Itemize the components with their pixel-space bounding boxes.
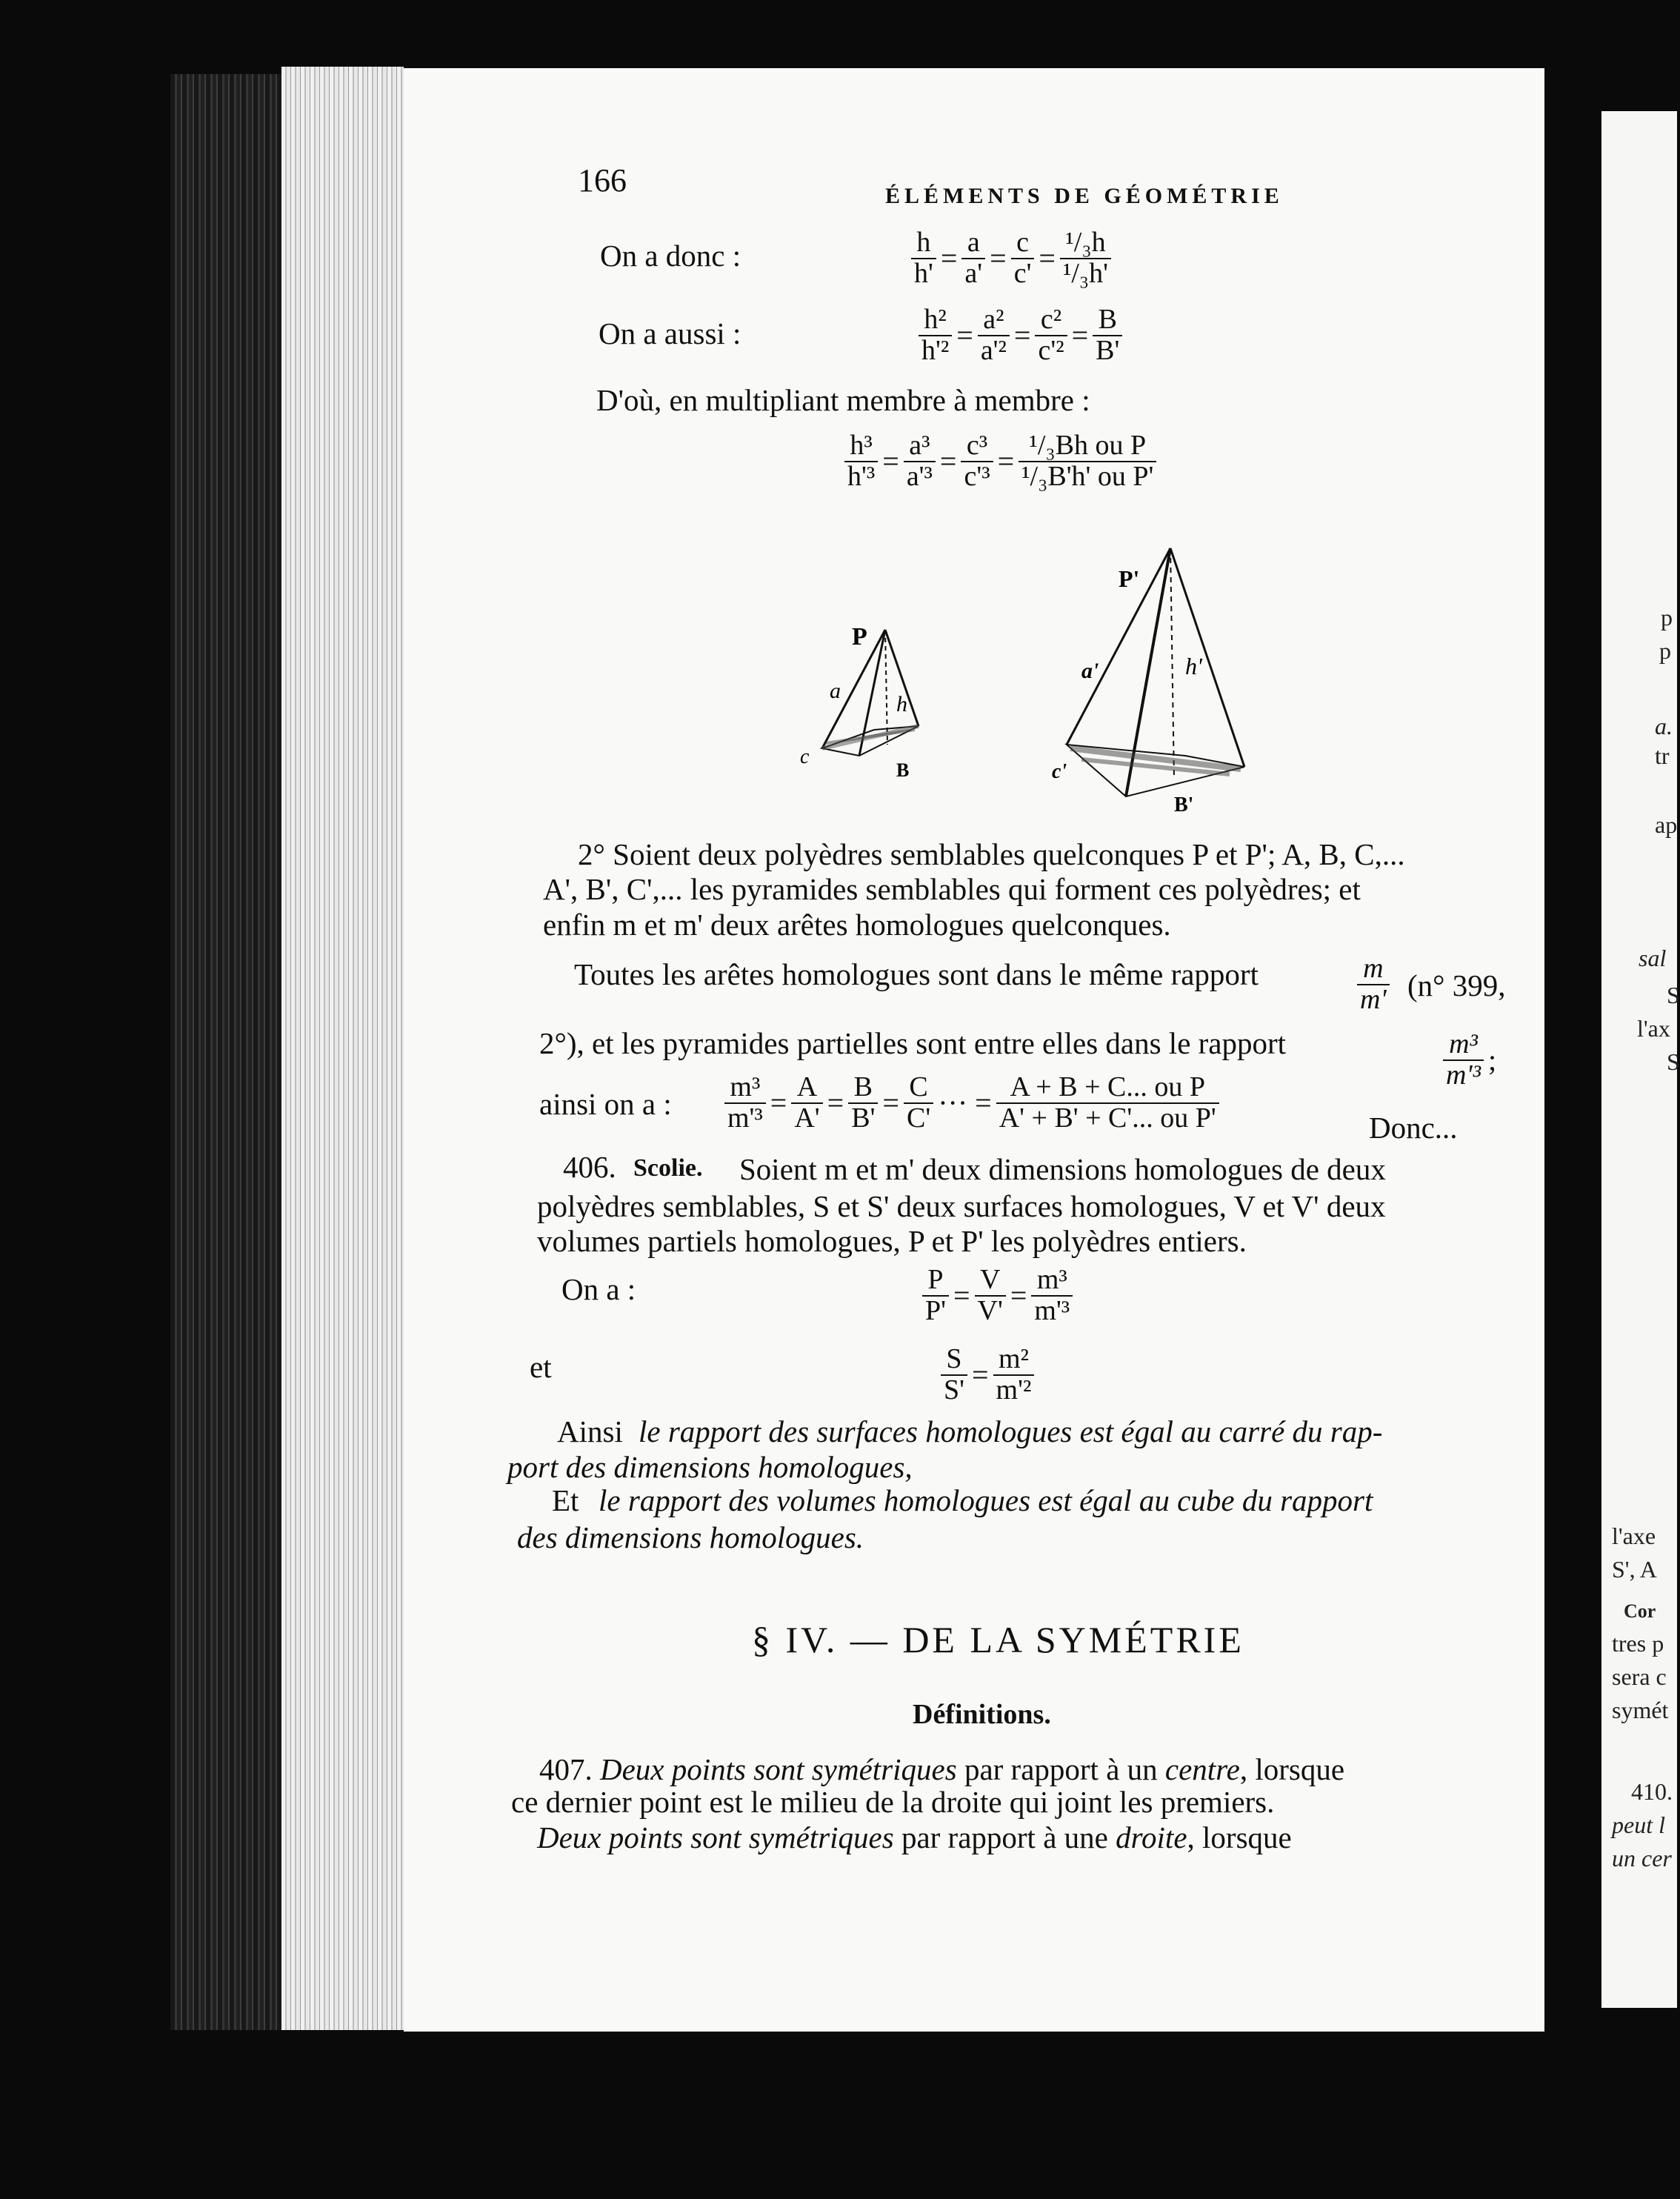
- facing-text: l'ax: [1637, 1015, 1670, 1042]
- denominator: h'³: [844, 461, 878, 492]
- fraction: [941, 1345, 967, 1405]
- fraction: [922, 1265, 949, 1326]
- scolie-line3: volumes partiels homologues, P et P' les polyèdres entiers.: [537, 1224, 1247, 1258]
- conclusion-et: Et: [552, 1483, 579, 1517]
- ref-399: (n° 399,: [1407, 968, 1506, 1002]
- operator: ··· =: [938, 1086, 992, 1120]
- ainsi-label: ainsi on a :: [539, 1087, 672, 1121]
- numerator: m²: [998, 1343, 1029, 1374]
- formula-ratio-2: [919, 305, 1122, 366]
- facing-text: p: [1659, 637, 1671, 664]
- label-a: a: [830, 679, 841, 703]
- donc: Donc...: [1369, 1111, 1458, 1145]
- on-a-aussi-label: On a aussi :: [599, 316, 741, 350]
- label-c: c: [800, 745, 810, 768]
- facing-text: l'axe: [1612, 1523, 1656, 1549]
- denominator: ¹/₃h': [1060, 258, 1111, 289]
- denominator: h': [911, 258, 936, 289]
- ratio-m3: $\frac{\text{m³}}{\text{m'³}}$ ;: [1443, 1030, 1501, 1091]
- scolie-title: Scolie.: [633, 1154, 703, 1182]
- formula-ratio-1: [911, 228, 1111, 289]
- conclusion-ainsi: Ainsi: [557, 1414, 623, 1448]
- para3-line2: 2°), et les pyramides partielles sont entre elles dans le rapport: [539, 1026, 1287, 1060]
- def407-line1: 407. Deux points sont symétriques par rapport à un centre, lorsque: [539, 1752, 1345, 1786]
- operator: =: [827, 1086, 844, 1120]
- denominator: c'²: [1035, 335, 1067, 366]
- on-a-donc-label: On a donc :: [600, 239, 741, 273]
- numerator: a²: [983, 304, 1004, 335]
- facing-text: Cor: [1624, 1600, 1656, 1622]
- facing-text: S', A: [1612, 1556, 1657, 1583]
- label-B: B: [896, 759, 910, 781]
- label-h: h: [896, 692, 907, 716]
- denominator: a'²: [978, 335, 1010, 366]
- conclusion-line2: port des dimensions homologues,: [507, 1450, 913, 1484]
- denominator: S': [941, 1374, 967, 1405]
- fraction: [1011, 228, 1035, 289]
- fraction: [1035, 305, 1067, 366]
- denominator: B': [1093, 335, 1122, 366]
- facing-text: un cer: [1612, 1845, 1672, 1872]
- numerator: m³: [730, 1071, 761, 1102]
- operator: =: [939, 445, 957, 479]
- numerator: c: [1016, 227, 1029, 258]
- fraction: [919, 305, 952, 366]
- operator: =: [882, 1086, 899, 1120]
- denominator: a'³: [904, 461, 936, 492]
- facing-text: tres p: [1612, 1630, 1664, 1657]
- operator: =: [953, 1279, 970, 1313]
- denominator: c'³: [961, 461, 993, 492]
- fraction: [1060, 228, 1111, 289]
- fraction: [911, 228, 936, 289]
- facing-text: peut l: [1612, 1812, 1665, 1838]
- numerator: A: [796, 1071, 818, 1102]
- facing-text: S: [1667, 982, 1680, 1008]
- formula-ainsi: [724, 1073, 1219, 1134]
- facing-text: tr: [1655, 742, 1670, 769]
- page-number: 166: [578, 162, 627, 199]
- ratio-m: $\frac{m}{m'}$: [1357, 954, 1390, 1015]
- fraction: [1093, 305, 1122, 366]
- book-binding: [170, 74, 281, 2030]
- facing-text: sera c: [1612, 1663, 1667, 1690]
- fraction: [848, 1073, 878, 1134]
- denominator: P': [922, 1295, 949, 1326]
- numerator: P: [927, 1264, 944, 1295]
- scolie-line2: polyèdres semblables, S et S' deux surfaces homologues, V et V' deux: [537, 1189, 1386, 1223]
- facing-text: p: [1661, 604, 1673, 631]
- para2-line3: enfin m et m' deux arêtes homologues quelconques.: [543, 908, 1171, 942]
- denominator: C': [904, 1102, 933, 1134]
- operator: =: [1010, 1279, 1027, 1313]
- operator: =: [971, 1358, 989, 1392]
- section-title: § IV. — DE LA SYMÉTRIE: [752, 1619, 1244, 1660]
- denominator: A': [791, 1102, 822, 1134]
- denominator: h'²: [919, 335, 952, 366]
- facing-text: S: [1667, 1048, 1680, 1075]
- numerator: m³: [1036, 1264, 1067, 1295]
- formula-on-a: [922, 1265, 1073, 1326]
- operator: =: [956, 319, 973, 353]
- numerator: C: [909, 1071, 928, 1102]
- operator: =: [1013, 319, 1031, 353]
- numerator: B: [1098, 304, 1117, 335]
- denominator: a': [961, 258, 985, 289]
- fraction: [1031, 1265, 1073, 1326]
- def407-line2: ce dernier point est le milieu de la droite qui joint les premiers.: [511, 1785, 1275, 1819]
- numerator: B: [853, 1071, 873, 1102]
- operator: =: [1039, 242, 1056, 276]
- label-h-prime: h': [1185, 653, 1202, 679]
- denominator: c': [1011, 258, 1035, 289]
- denominator: A' + B' + C'... ou P': [996, 1102, 1219, 1134]
- numerator: ¹/₃Bh ou P: [1029, 430, 1147, 461]
- denominator: V': [975, 1295, 1006, 1326]
- label-a-prime: a': [1081, 659, 1099, 683]
- operator: =: [997, 445, 1015, 479]
- para2-line1: 2° Soient deux polyèdres semblables quelconques P et P'; A, B, C,...: [578, 837, 1405, 871]
- fraction: [961, 228, 985, 289]
- operator: =: [882, 445, 899, 479]
- scolie-line1: Soient m et m' deux dimensions homologues de deux: [739, 1152, 1386, 1186]
- denominator: B': [848, 1102, 878, 1134]
- conclusion-line1: le rapport des surfaces homologues est égal au carré du rap-: [639, 1414, 1383, 1448]
- fraction: [904, 431, 936, 492]
- operator: =: [770, 1086, 787, 1120]
- denominator: m'³: [724, 1102, 766, 1134]
- pyramid-figure: [800, 533, 1259, 815]
- on-a-label: On a :: [561, 1272, 636, 1306]
- scolie-number: 406.: [563, 1150, 616, 1184]
- operator: =: [990, 242, 1007, 276]
- conclusion-line4: des dimensions homologues.: [517, 1520, 864, 1554]
- numerator: a: [967, 227, 980, 258]
- fraction: [961, 431, 993, 492]
- fraction: [724, 1073, 766, 1134]
- numerator: c³: [966, 430, 988, 461]
- facing-text: symét: [1612, 1697, 1669, 1723]
- def407-line3: Deux points sont symétriques par rapport à une droite, lorsque: [537, 1820, 1292, 1854]
- facing-text: a.: [1655, 713, 1673, 739]
- facing-text: ap: [1655, 811, 1678, 838]
- dou-line: D'où, en multipliant membre à membre :: [596, 383, 1090, 417]
- definitions-title: Définitions.: [913, 1699, 1051, 1730]
- facing-text: sal: [1639, 945, 1667, 971]
- numerator: S: [946, 1343, 962, 1374]
- numerator: h³: [850, 430, 873, 461]
- label-P-prime: P': [1119, 565, 1140, 592]
- operator: =: [1071, 319, 1089, 353]
- operator: =: [940, 242, 958, 276]
- denominator: m'³: [1031, 1295, 1073, 1326]
- formula-et: [941, 1345, 1034, 1405]
- fraction: [975, 1265, 1006, 1326]
- fraction: [904, 1073, 933, 1134]
- label-B-prime: B': [1174, 794, 1194, 816]
- numerator: A + B + C... ou P: [1010, 1071, 1205, 1102]
- fraction: [1019, 431, 1156, 492]
- conclusion-line3: le rapport des volumes homologues est égal au cube du rapport: [599, 1483, 1373, 1517]
- fraction: [996, 1073, 1219, 1134]
- formula-ratio-3: [844, 431, 1156, 492]
- numerator: c²: [1040, 304, 1062, 335]
- numerator: h²: [924, 304, 947, 335]
- numerator: h: [916, 227, 931, 258]
- def407-number: 407.: [539, 1752, 593, 1786]
- fraction: [993, 1345, 1035, 1405]
- denominator: m'²: [993, 1374, 1035, 1405]
- denominator: ¹/₃B'h' ou P': [1019, 461, 1156, 492]
- fraction: [978, 305, 1010, 366]
- para3-line1: Toutes les arêtes homologues sont dans le même rapport: [574, 957, 1259, 991]
- numerator: a³: [909, 430, 930, 461]
- numerator: ¹/₃h: [1065, 227, 1106, 258]
- label-P: P: [852, 623, 867, 651]
- fraction: [791, 1073, 822, 1134]
- facing-page: [1601, 111, 1680, 2008]
- fraction: [844, 431, 878, 492]
- page-edges: [281, 67, 404, 2030]
- running-title: ÉLÉMENTS DE GÉOMÉTRIE: [885, 184, 1284, 208]
- label-c-prime: c': [1052, 760, 1067, 783]
- numerator: V: [979, 1264, 1001, 1295]
- para2-line2: A', B', C',... les pyramides semblables qui forment ces polyèdres; et: [543, 872, 1361, 906]
- facing-text: 410.: [1631, 1778, 1673, 1805]
- et-label: et: [530, 1350, 552, 1384]
